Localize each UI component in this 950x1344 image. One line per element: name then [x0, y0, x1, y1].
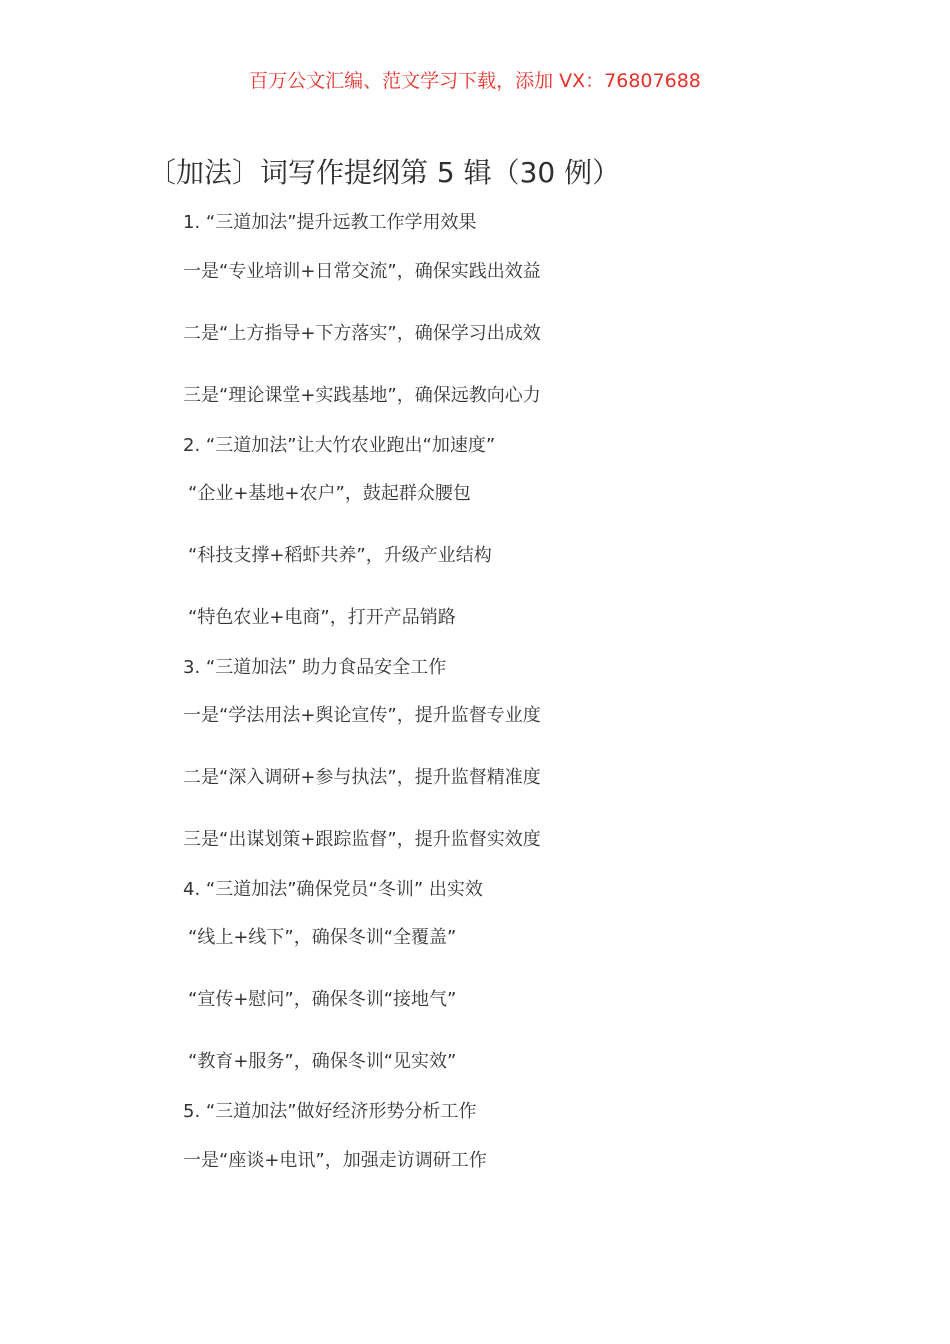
list-item: “宣传+慰问”，确保冬训“接地气” — [188, 989, 457, 1010]
list-item: 一是“学法用法+舆论宣传”，提升监督专业度 — [183, 705, 541, 726]
list-item: “企业+基地+农户”，鼓起群众腰包 — [188, 483, 471, 504]
section-heading: 4. “三道加法”确保党员“冬训” 出实效 — [183, 879, 483, 900]
list-item: 三是“理论课堂+实践基地”，确保远教向心力 — [183, 385, 541, 406]
list-item: “线上+线下”，确保冬训“全覆盖” — [188, 927, 457, 948]
section-heading: 5. “三道加法”做好经济形势分析工作 — [183, 1101, 477, 1122]
list-item: “科技支撑+稻虾共养”，升级产业结构 — [188, 545, 492, 566]
list-item: 二是“深入调研+参与执法”，提升监督精准度 — [183, 767, 541, 788]
list-item: 一是“座谈+电讯”，加强走访调研工作 — [183, 1150, 487, 1171]
section-heading: 1. “三道加法”提升远教工作学用效果 — [183, 212, 477, 233]
document-title: 〔加法〕词写作提纲第 5 辑（30 例） — [148, 156, 621, 189]
list-item: 一是“专业培训+日常交流”，确保实践出效益 — [183, 261, 541, 282]
list-item: “特色农业+电商”，打开产品销路 — [188, 607, 456, 628]
list-item: 三是“出谋划策+跟踪监督”，提升监督实效度 — [183, 829, 541, 850]
section-heading: 3. “三道加法” 助力食品安全工作 — [183, 657, 447, 678]
section-heading: 2. “三道加法”让大竹农业跑出“加速度” — [183, 435, 496, 456]
list-item: 二是“上方指导+下方落实”，确保学习出成效 — [183, 323, 541, 344]
promo-banner: 百万公文汇编、范文学习下载，添加 VX：76807688 — [249, 70, 701, 92]
list-item: “教育+服务”，确保冬训“见实效” — [188, 1051, 457, 1072]
